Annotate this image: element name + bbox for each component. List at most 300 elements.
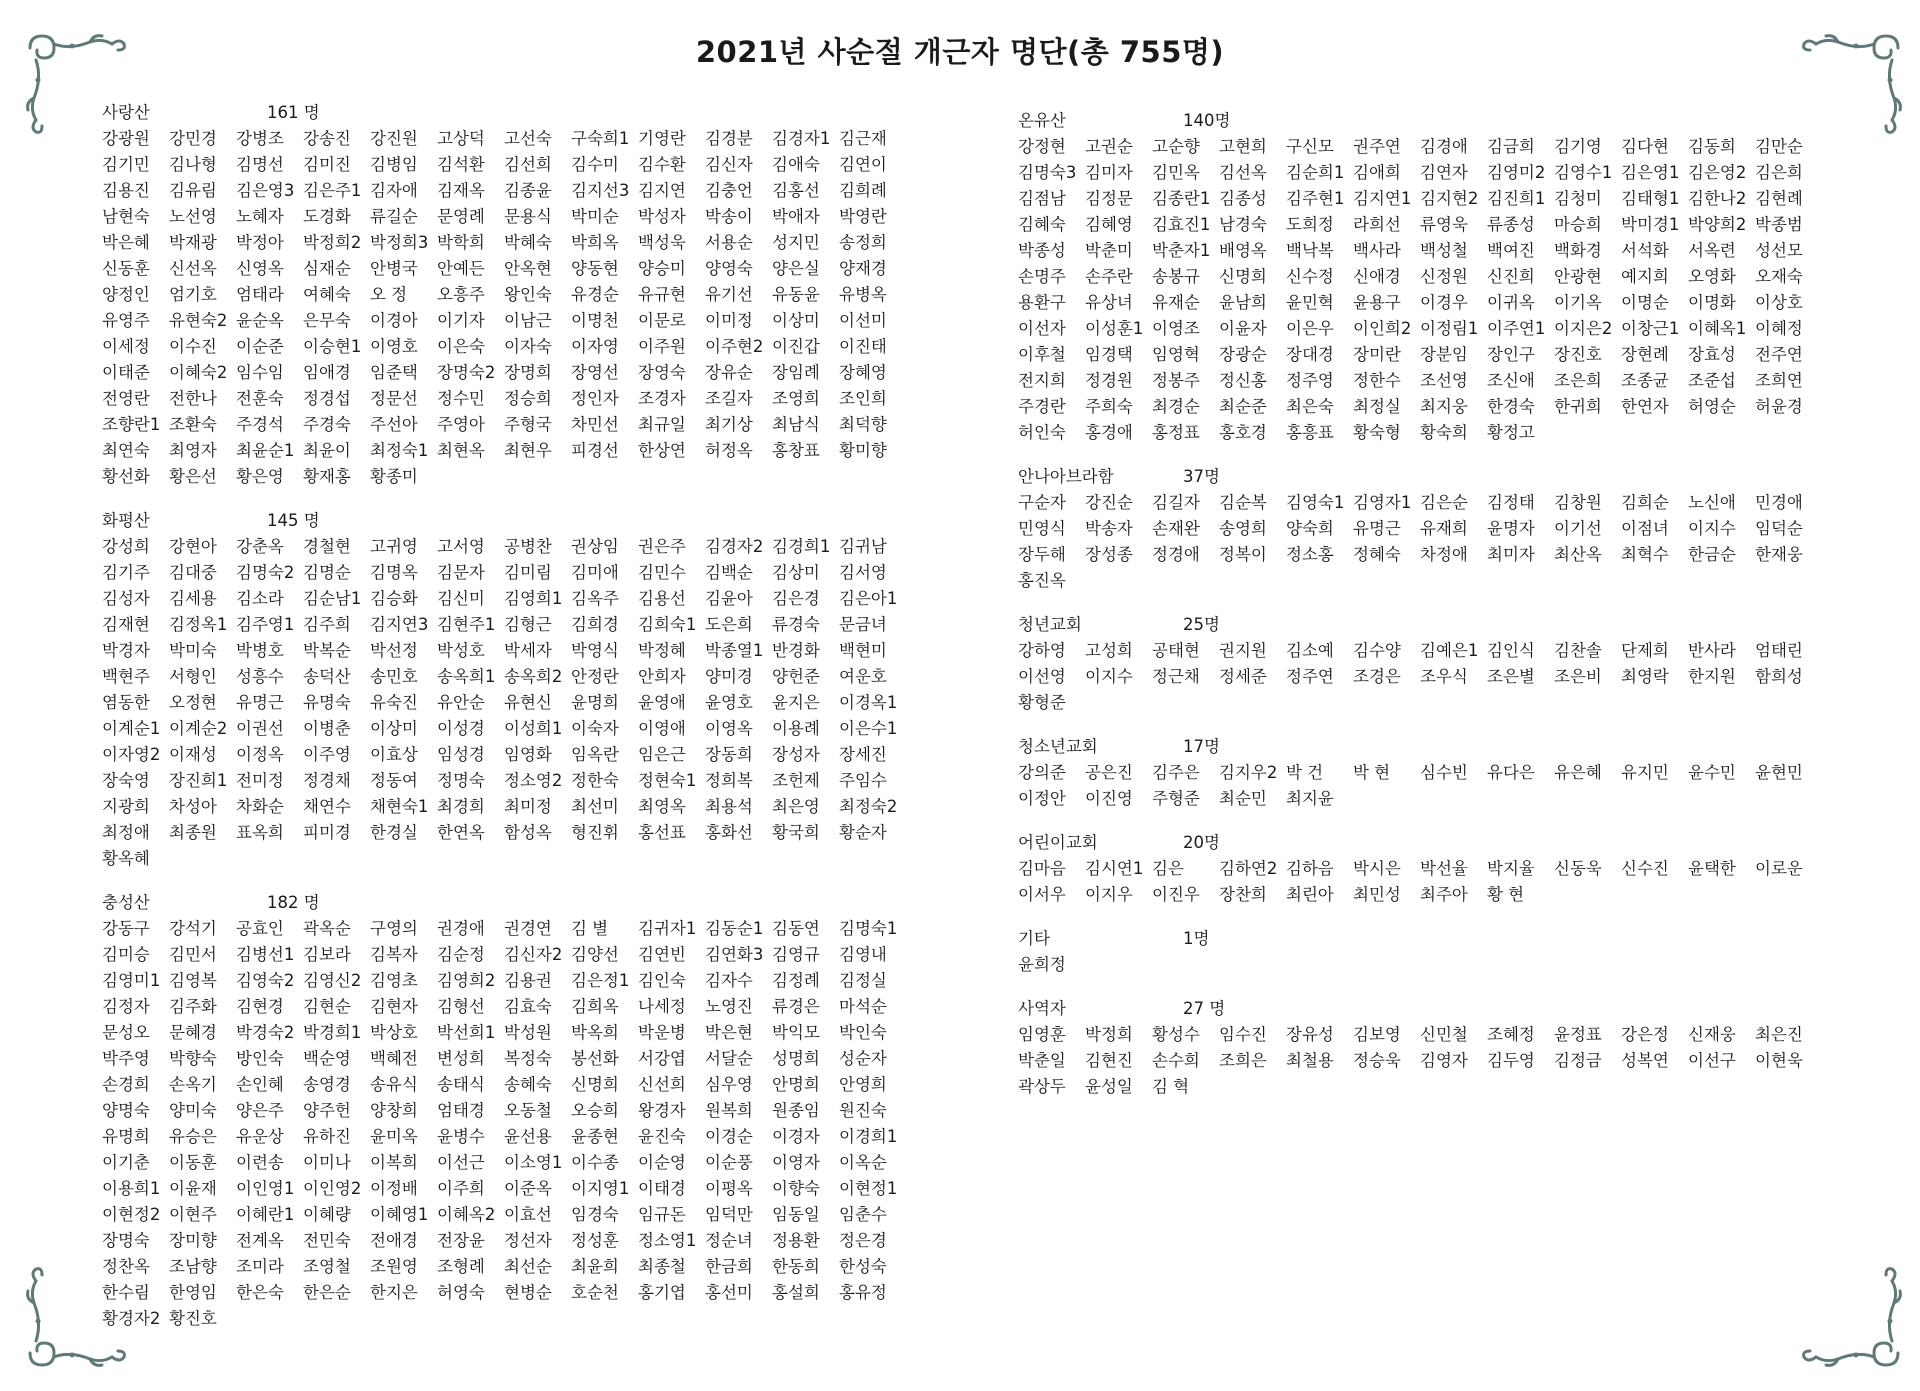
member-name: 조형례 — [437, 1257, 485, 1276]
member-name: 정경섭 — [303, 389, 351, 408]
member-name: 손명주 — [1018, 267, 1066, 286]
section-count: 145 명 — [267, 511, 320, 530]
member-name: 최정애 — [102, 823, 150, 842]
member-name: 이윤재 — [169, 1179, 217, 1198]
member-name: 이상미 — [772, 311, 820, 330]
member-name: 고귀영 — [370, 537, 418, 556]
name-row — [1018, 690, 1853, 716]
member-name: 홍호경 — [1219, 423, 1267, 442]
member-name: 홍기엽 — [638, 1283, 686, 1302]
congregation-section — [1018, 926, 1853, 978]
member-name: 이효선 — [504, 1205, 552, 1224]
member-name: 조영희 — [772, 389, 820, 408]
member-name: 김지현2 — [1420, 189, 1479, 208]
member-name: 은무숙 — [303, 311, 351, 330]
member-name: 이영애 — [638, 719, 686, 738]
member-name: 안예든 — [437, 259, 485, 278]
member-name: 김명순 — [303, 563, 351, 582]
member-name: 정혜숙 — [1353, 545, 1401, 564]
member-name: 나세정 — [638, 997, 686, 1016]
member-name: 이순풍 — [705, 1153, 753, 1172]
member-name: 전미정 — [236, 771, 284, 790]
member-name: 박은혜 — [102, 233, 150, 252]
member-name: 표옥희 — [236, 823, 284, 842]
member-name: 마승희 — [1554, 215, 1602, 234]
member-name: 고선숙 — [504, 129, 552, 148]
member-name: 정근채 — [1152, 667, 1200, 686]
member-name: 이귀옥 — [1487, 293, 1535, 312]
section-name: 화평산 — [102, 511, 150, 530]
name-row — [1018, 1022, 1853, 1048]
member-name: 정동여 — [370, 771, 418, 790]
member-name: 구순자 — [1018, 493, 1066, 512]
member-name: 장진희1 — [169, 771, 228, 790]
member-name: 최윤순1 — [236, 441, 295, 460]
member-name: 이태준 — [102, 363, 150, 382]
member-name: 송유식 — [370, 1075, 418, 1094]
member-name: 이경순 — [705, 1127, 753, 1146]
member-name: 이명순 — [1621, 293, 1669, 312]
name-row — [102, 994, 937, 1020]
member-name: 복정숙 — [504, 1049, 552, 1068]
section-header — [1018, 926, 1853, 952]
member-name: 장임례 — [772, 363, 820, 382]
name-row — [1018, 786, 1853, 812]
member-name: 김연빈 — [638, 945, 686, 964]
member-name: 김정옥1 — [169, 615, 228, 634]
member-name: 박선희1 — [437, 1023, 496, 1042]
member-name: 최경순 — [1152, 397, 1200, 416]
section-name: 사랑산 — [102, 103, 150, 122]
name-row — [1018, 664, 1853, 690]
member-name: 임동일 — [772, 1205, 820, 1224]
member-name: 정은경 — [839, 1231, 887, 1250]
member-name: 이계순2 — [169, 719, 228, 738]
member-name: 김한나2 — [1688, 189, 1747, 208]
name-row — [1018, 290, 1853, 316]
member-name: 김인식 — [1487, 641, 1535, 660]
member-name: 유재희 — [1420, 519, 1468, 538]
name-row — [102, 742, 937, 768]
member-name: 이정배 — [370, 1179, 418, 1198]
member-name: 이자영2 — [102, 745, 161, 764]
corner-flourish-bottom-right — [1788, 1253, 1908, 1373]
name-row — [102, 126, 937, 152]
name-row — [102, 464, 937, 490]
member-name: 김문자 — [437, 563, 485, 582]
member-name: 유현신 — [504, 693, 552, 712]
member-name: 임수진 — [1219, 1025, 1267, 1044]
member-name: 한동희 — [772, 1257, 820, 1276]
member-name: 김주영1 — [236, 615, 295, 634]
congregation-section — [102, 100, 937, 490]
member-name: 허정옥 — [705, 441, 753, 460]
member-name: 백현미 — [839, 641, 887, 660]
member-name: 백화경 — [1554, 241, 1602, 260]
member-name: 이태경 — [638, 1179, 686, 1198]
member-name: 김동연 — [772, 919, 820, 938]
member-name: 김보영 — [1353, 1025, 1401, 1044]
member-name: 최선순 — [504, 1257, 552, 1276]
congregation-section — [1018, 830, 1853, 908]
member-name: 류영욱 — [1420, 215, 1468, 234]
member-name: 문금녀 — [839, 615, 887, 634]
member-name: 임덕만 — [705, 1205, 753, 1224]
name-row — [102, 386, 937, 412]
member-name: 정주연 — [1286, 667, 1334, 686]
member-name: 양명숙 — [102, 1101, 150, 1120]
member-name: 신진희 — [1487, 267, 1535, 286]
member-name: 신민철 — [1420, 1025, 1468, 1044]
member-name: 김재현 — [102, 615, 150, 634]
member-name: 최영자 — [169, 441, 217, 460]
section-count: 27 명 — [1183, 999, 1226, 1018]
name-row — [102, 1046, 937, 1072]
member-name: 김예은1 — [1420, 641, 1479, 660]
member-name: 한연옥 — [437, 823, 485, 842]
member-name: 문영례 — [437, 207, 485, 226]
member-name: 박선율 — [1420, 859, 1468, 878]
member-name: 오흥주 — [437, 285, 485, 304]
member-name: 유명희 — [102, 1127, 150, 1146]
member-name: 김은영1 — [1621, 163, 1680, 182]
section-header — [1018, 830, 1853, 856]
member-name: 한상연 — [638, 441, 686, 460]
right-column — [1018, 108, 1853, 1118]
member-name: 한은순 — [303, 1283, 351, 1302]
member-name: 박정희 — [1085, 1025, 1133, 1044]
member-name: 성명희 — [772, 1049, 820, 1068]
member-name: 백현주 — [102, 667, 150, 686]
member-name: 이경자 — [772, 1127, 820, 1146]
member-name: 이명화 — [1688, 293, 1736, 312]
member-name: 김연자 — [1420, 163, 1468, 182]
member-name: 최순준 — [1219, 397, 1267, 416]
member-name: 김은아1 — [839, 589, 898, 608]
member-name: 조경은 — [1353, 667, 1401, 686]
name-row — [102, 794, 937, 820]
section-header — [1018, 464, 1853, 490]
name-row — [1018, 368, 1853, 394]
member-name: 고성희 — [1085, 641, 1133, 660]
member-name: 임옥란 — [571, 745, 619, 764]
member-name: 한경실 — [370, 823, 418, 842]
member-name: 박상호 — [370, 1023, 418, 1042]
member-name: 김길자 — [1152, 493, 1200, 512]
member-name: 한성숙 — [839, 1257, 887, 1276]
member-name: 손옥기 — [169, 1075, 217, 1094]
member-name: 유다은 — [1487, 763, 1535, 782]
member-name: 조희은 — [1219, 1051, 1267, 1070]
page-title: 2021년 사순절 개근자 명단(총 755명) — [695, 35, 1225, 69]
member-name: 이경희1 — [839, 1127, 898, 1146]
member-name: 정인자 — [571, 389, 619, 408]
member-name: 홍정표 — [1152, 423, 1200, 442]
member-name: 김인숙 — [638, 971, 686, 990]
member-name: 김미진 — [303, 155, 351, 174]
congregation-section — [102, 890, 937, 1332]
member-name: 안영희 — [839, 1075, 887, 1094]
name-row — [1018, 238, 1853, 264]
member-name: 이경우 — [1420, 293, 1468, 312]
member-name: 조우식 — [1420, 667, 1468, 686]
member-name: 이진영 — [1085, 789, 1133, 808]
name-row — [102, 586, 937, 612]
member-name: 박성원 — [504, 1023, 552, 1042]
member-name: 양정인 — [102, 285, 150, 304]
member-name: 이상호 — [1755, 293, 1803, 312]
member-name: 장혜영 — [839, 363, 887, 382]
member-name: 황종미 — [370, 467, 418, 486]
member-name: 최영옥 — [638, 797, 686, 816]
member-name: 조은비 — [1554, 667, 1602, 686]
section-count: 25명 — [1183, 615, 1220, 634]
member-name: 김종윤 — [504, 181, 552, 200]
member-name: 조종균 — [1621, 371, 1669, 390]
member-name: 손경희 — [102, 1075, 150, 1094]
member-name: 공태현 — [1152, 641, 1200, 660]
member-name: 김영자 — [1420, 1051, 1468, 1070]
member-name: 전영란 — [102, 389, 150, 408]
member-name: 이용례 — [772, 719, 820, 738]
member-name: 기영란 — [638, 129, 686, 148]
member-name: 김형근 — [504, 615, 552, 634]
member-name: 박성자 — [638, 207, 686, 226]
name-row — [102, 412, 937, 438]
member-name: 고순향 — [1152, 137, 1200, 156]
member-name: 김민수 — [638, 563, 686, 582]
member-name: 임애경 — [303, 363, 351, 382]
member-name: 황순자 — [839, 823, 887, 842]
member-name: 김마음 — [1018, 859, 1066, 878]
member-name: 유명근 — [236, 693, 284, 712]
member-name: 정경채 — [303, 771, 351, 790]
name-row — [102, 1254, 937, 1280]
member-name: 김 혁 — [1152, 1077, 1190, 1096]
member-name: 김경자2 — [705, 537, 764, 556]
congregation-section — [102, 508, 937, 872]
member-name: 윤성일 — [1085, 1077, 1133, 1096]
member-name: 이서우 — [1018, 885, 1066, 904]
member-name: 이지수 — [1688, 519, 1736, 538]
member-name: 박지율 — [1487, 859, 1535, 878]
name-row — [102, 360, 937, 386]
member-name: 김주은 — [1152, 763, 1200, 782]
member-name: 박영란 — [839, 207, 887, 226]
member-name: 신동훈 — [102, 259, 150, 278]
member-name: 원종임 — [772, 1101, 820, 1120]
member-name: 김경애 — [1420, 137, 1468, 156]
member-name: 남경숙 — [1219, 215, 1267, 234]
member-name: 이지우 — [1085, 885, 1133, 904]
member-name: 김두영 — [1487, 1051, 1535, 1070]
member-name: 장명숙2 — [437, 363, 496, 382]
member-name: 임성경 — [437, 745, 485, 764]
member-name: 김신자 — [705, 155, 753, 174]
member-name: 구영의 — [370, 919, 418, 938]
member-name: 최철용 — [1286, 1051, 1334, 1070]
name-row — [102, 1176, 937, 1202]
member-name: 최주아 — [1420, 885, 1468, 904]
member-name: 정소영1 — [638, 1231, 697, 1250]
member-name: 양미경 — [705, 667, 753, 686]
member-name: 김미애 — [571, 563, 619, 582]
member-name: 최린아 — [1286, 885, 1334, 904]
member-name: 김경분 — [705, 129, 753, 148]
member-name: 장미향 — [169, 1231, 217, 1250]
member-name: 김점남 — [1018, 189, 1066, 208]
member-name: 박정아 — [236, 233, 284, 252]
member-name: 조미라 — [236, 1257, 284, 1276]
member-name: 최연숙 — [102, 441, 150, 460]
member-name: 한영임 — [169, 1283, 217, 1302]
member-name: 박주영 — [102, 1049, 150, 1068]
member-name: 이선영 — [1018, 667, 1066, 686]
member-name: 박재광 — [169, 233, 217, 252]
member-name: 김대중 — [169, 563, 217, 582]
member-name: 조희연 — [1755, 371, 1803, 390]
member-name: 성지민 — [772, 233, 820, 252]
member-name: 김명숙3 — [1018, 163, 1077, 182]
name-row — [102, 308, 937, 334]
member-name: 서형인 — [169, 667, 217, 686]
member-name: 김연화3 — [705, 945, 764, 964]
section-header — [102, 100, 937, 126]
member-name: 김귀자1 — [638, 919, 697, 938]
member-name: 한지은 — [370, 1283, 418, 1302]
member-name: 김복자 — [370, 945, 418, 964]
member-name: 문혜경 — [169, 1023, 217, 1042]
member-name: 강정현 — [1018, 137, 1066, 156]
member-name: 이혜영1 — [370, 1205, 429, 1224]
member-name: 김형선 — [437, 997, 485, 1016]
member-name: 도경화 — [303, 207, 351, 226]
member-name: 박세자 — [504, 641, 552, 660]
member-name: 이기선 — [1554, 519, 1602, 538]
member-name: 이주연1 — [1487, 319, 1546, 338]
member-name: 최덕향 — [839, 415, 887, 434]
member-name: 김민옥 — [1152, 163, 1200, 182]
member-name: 박춘자1 — [1152, 241, 1211, 260]
member-name: 피경선 — [571, 441, 619, 460]
member-name: 한금순 — [1688, 545, 1736, 564]
member-name: 최윤이 — [303, 441, 351, 460]
member-name: 윤희정 — [1018, 955, 1066, 974]
member-name: 여혜숙 — [303, 285, 351, 304]
member-name: 노혜자 — [236, 207, 284, 226]
member-name: 강춘옥 — [236, 537, 284, 556]
member-name: 정소홍 — [1286, 545, 1334, 564]
member-name: 권주연 — [1353, 137, 1401, 156]
member-name: 이정옥 — [236, 745, 284, 764]
member-name: 이순영 — [638, 1153, 686, 1172]
member-name: 장성종 — [1085, 545, 1133, 564]
member-name: 김명옥 — [370, 563, 418, 582]
member-name: 남현숙 — [102, 207, 150, 226]
member-name: 김영신2 — [303, 971, 362, 990]
member-name: 김영숙2 — [236, 971, 295, 990]
member-name: 이자영 — [571, 337, 619, 356]
member-name: 송혜숙 — [504, 1075, 552, 1094]
member-name: 윤영애 — [638, 693, 686, 712]
member-name: 최종철 — [638, 1257, 686, 1276]
member-name: 유숙진 — [370, 693, 418, 712]
member-name: 박미숙 — [169, 641, 217, 660]
member-name: 박정희2 — [303, 233, 362, 252]
name-row — [102, 560, 937, 586]
member-name: 손인혜 — [236, 1075, 284, 1094]
member-name: 김병선1 — [236, 945, 295, 964]
member-name: 김영수1 — [1554, 163, 1613, 182]
member-name: 윤종현 — [571, 1127, 619, 1146]
member-name: 한수림 — [102, 1283, 150, 1302]
member-name: 정용환 — [772, 1231, 820, 1250]
section-count: 17명 — [1183, 737, 1220, 756]
member-name: 임경택 — [1085, 345, 1133, 364]
member-name: 유명숙 — [303, 693, 351, 712]
member-name: 박향숙 — [169, 1049, 217, 1068]
member-name: 김신미 — [437, 589, 485, 608]
member-name: 최기상 — [705, 415, 753, 434]
member-name: 김용권 — [504, 971, 552, 990]
member-name: 김정문 — [1085, 189, 1133, 208]
member-name: 주경란 — [1018, 397, 1066, 416]
member-name: 공은진 — [1085, 763, 1133, 782]
member-name: 강은정 — [1621, 1025, 1669, 1044]
member-name: 이미나 — [303, 1153, 351, 1172]
member-name: 한경숙 — [1487, 397, 1535, 416]
section-count: 20명 — [1183, 833, 1220, 852]
member-name: 이인영2 — [303, 1179, 362, 1198]
member-name: 왕인숙 — [504, 285, 552, 304]
name-row — [1018, 638, 1853, 664]
section-name: 사역자 — [1018, 999, 1066, 1018]
member-name: 김은영2 — [1688, 163, 1747, 182]
member-name: 조길자 — [705, 389, 753, 408]
member-name: 손수희 — [1152, 1051, 1200, 1070]
section-name: 온유산 — [1018, 111, 1066, 130]
member-name: 최지윤 — [1286, 789, 1334, 808]
member-name: 김종란1 — [1152, 189, 1211, 208]
member-name: 방인숙 — [236, 1049, 284, 1068]
member-name: 김현자 — [370, 997, 418, 1016]
name-row — [1018, 882, 1853, 908]
member-name: 박종성 — [1018, 241, 1066, 260]
member-name: 박옥희 — [571, 1023, 619, 1042]
member-name: 박성호 — [437, 641, 485, 660]
member-name: 이지은2 — [1554, 319, 1613, 338]
section-name: 안나아브라함 — [1018, 467, 1114, 486]
name-row — [102, 968, 937, 994]
member-name: 조은별 — [1487, 667, 1535, 686]
member-name: 형진휘 — [571, 823, 619, 842]
member-name: 김윤아 — [705, 589, 753, 608]
member-name: 윤영호 — [705, 693, 753, 712]
member-name: 김은순 — [1420, 493, 1468, 512]
name-row — [102, 612, 937, 638]
member-name: 홍창표 — [772, 441, 820, 460]
member-name: 박경희1 — [303, 1023, 362, 1042]
member-name: 홍경애 — [1085, 423, 1133, 442]
member-name: 김정자 — [102, 997, 150, 1016]
member-name: 신선옥 — [169, 259, 217, 278]
member-name: 김정례 — [772, 971, 820, 990]
member-name: 이영호 — [370, 337, 418, 356]
member-name: 이기춘 — [102, 1153, 150, 1172]
section-header — [1018, 612, 1853, 638]
member-name: 최정숙2 — [839, 797, 898, 816]
member-name: 김수미 — [571, 155, 619, 174]
